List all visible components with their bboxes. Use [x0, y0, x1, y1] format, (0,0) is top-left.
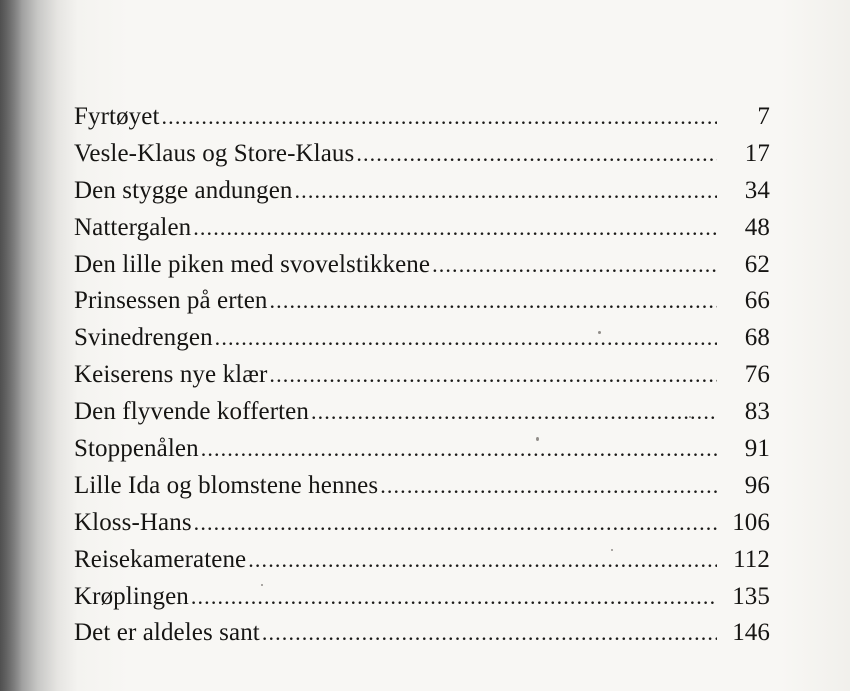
dot-leader — [269, 357, 717, 394]
toc-entry — [74, 320, 770, 357]
dot-leader — [295, 173, 717, 210]
toc-entry-page-number: 146 — [732, 619, 770, 647]
toc-entry-title: Fyrtøyet — [74, 103, 160, 130]
toc-entry — [74, 468, 770, 505]
dot-leader — [193, 210, 717, 247]
toc-entry-title: Prinsessen på erten — [74, 287, 268, 315]
dot-leader — [201, 431, 717, 468]
toc-entry-page-number: 83 — [744, 398, 770, 426]
toc-entry-title: Vesle-Klaus og Store-Klaus — [74, 139, 355, 167]
dot-leader — [194, 505, 717, 542]
toc-entry — [74, 505, 770, 542]
paper-speck — [598, 331, 601, 334]
binding-shadow — [0, 0, 22, 691]
toc-entry-page-number: 91 — [744, 435, 770, 463]
dot-leader — [162, 99, 717, 136]
toc-entry-title: Reisekameratene — [74, 545, 247, 573]
toc-entry-title: Den stygge andungen — [74, 176, 293, 204]
toc-entry-page-number: 17 — [744, 139, 770, 167]
toc-entry-page-number: 135 — [732, 582, 770, 610]
toc-entry — [74, 283, 770, 320]
toc-entry-title: Den lille piken med svovelstikkene — [74, 250, 431, 278]
toc-entry-page-number: 62 — [744, 250, 770, 278]
toc-entry — [74, 136, 770, 173]
toc-entry — [74, 615, 770, 652]
toc-entry-page-number: 66 — [744, 287, 770, 315]
paper-speck — [689, 416, 691, 418]
dot-leader — [380, 468, 717, 505]
table-of-contents — [74, 99, 770, 652]
toc-entry-title: Nattergalen — [74, 213, 192, 241]
dot-leader — [270, 283, 717, 320]
toc-entry-title: Det er aldeles sant — [74, 619, 260, 647]
toc-entry — [74, 542, 770, 579]
toc-entry — [74, 431, 770, 468]
toc-entry-title: Den flyvende kofferten — [74, 398, 309, 426]
toc-entry — [74, 210, 770, 247]
toc-entry-page-number: 48 — [744, 213, 770, 241]
toc-entry-page-number: 106 — [732, 508, 770, 536]
toc-entry — [74, 357, 770, 394]
toc-entry — [74, 247, 770, 284]
paper-speck — [536, 437, 539, 441]
toc-entry-title: Svinedrengen — [74, 324, 213, 352]
toc-entry-page-number: 76 — [744, 361, 770, 389]
paper-speck — [261, 584, 263, 586]
toc-entry-page-number: 7 — [757, 103, 770, 130]
dot-leader — [191, 579, 717, 616]
paper-speck — [611, 549, 613, 551]
dot-leader — [215, 320, 717, 357]
toc-entry-title: Stoppenålen — [74, 435, 199, 463]
toc-entry — [74, 173, 770, 210]
toc-entry-title: Krøplingen — [74, 582, 189, 610]
dot-leader — [432, 247, 717, 284]
toc-entry-title: Keiserens nye klær — [74, 361, 268, 389]
toc-entry-page-number: 34 — [744, 176, 770, 204]
dot-leader — [356, 136, 717, 173]
dot-leader — [311, 394, 717, 431]
toc-entry — [74, 579, 770, 616]
toc-entry-title: Lille Ida og blomstene hennes — [74, 471, 379, 499]
toc-entry-page-number: 68 — [744, 324, 770, 352]
toc-entry-title: Kloss-Hans — [74, 508, 192, 536]
toc-entry — [74, 99, 770, 136]
dot-leader — [248, 542, 717, 579]
dot-leader — [262, 615, 717, 652]
toc-entry-page-number: 96 — [744, 471, 770, 499]
toc-entry-page-number: 112 — [733, 545, 770, 573]
toc-entry — [74, 394, 770, 431]
